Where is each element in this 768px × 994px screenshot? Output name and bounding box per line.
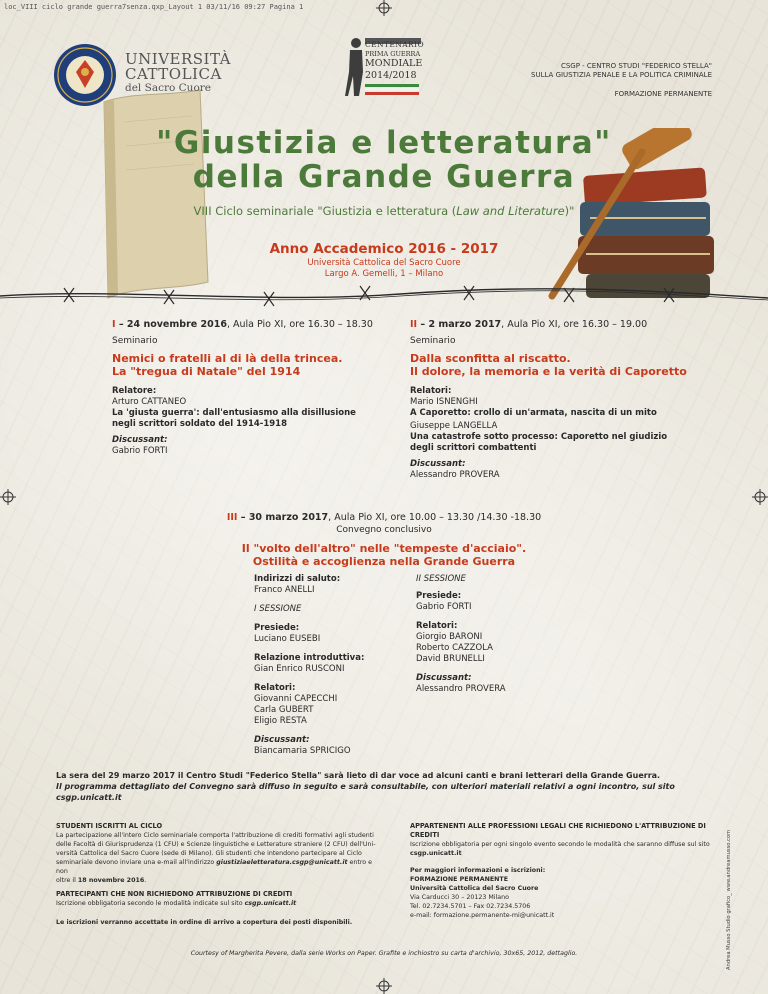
csgp-line3: FORMAZIONE PERMANENTE xyxy=(614,90,712,98)
centenario-line2: PRIMA GUERRA xyxy=(365,50,421,58)
session-3-title: Il "volto dell'altro" nelle "tempeste d'acciaio". Ostilità e accoglienza nella Grande Guerra xyxy=(241,542,527,568)
main-title xyxy=(140,126,628,194)
title-line1: "Giustizia e letteratura" xyxy=(156,125,612,161)
venue-name: Università Cattolica del Sacro Cuore xyxy=(307,258,461,268)
barbed-wire-divider xyxy=(0,284,768,308)
university-seal-icon xyxy=(52,42,118,108)
file-slug: loc_VIII ciclo grande guerra7senza.qxp_Layout 1 03/11/16 09:27 Pagina 1 xyxy=(4,3,304,11)
centenario-line4: 2014/2018 xyxy=(365,70,417,81)
session-3-header xyxy=(0,512,768,568)
session-3-type: Convegno conclusivo xyxy=(336,525,432,535)
registration-mark-icon xyxy=(376,978,392,994)
university-line3: del Sacro Cuore xyxy=(125,82,211,94)
evening-notice: La sera del 29 marzo 2017 il Centro Studi "Federico Stella" sarà lieto di dar voce ad alcuni canti e brani letterari della Grande Guerra. Il programma dettagliato del Convegno sarà diffuso in seguito e sarà consultabile, con ulteriori materiali relativi a ogni incontro, sul sito csgp.unicatt.it xyxy=(56,771,675,802)
session-1 xyxy=(112,318,376,457)
university-wordmark xyxy=(125,52,231,95)
session-2-date: II – 2 marzo 2017, Aula Pio XI, ore 16.30 – 19.00 xyxy=(410,319,648,330)
session-2 xyxy=(410,318,700,481)
students-info: STUDENTI ISCRITTI AL CICLO La partecipazione all'intero Ciclo seminariale comporta l'attribuzione di crediti formativi agli studenti delle Facoltà di Giurisprudenza (1 CFU) e Scienze linguistiche e Letterature straniere (2 CFU) dell'Uni- versità Cattolica del Sacro Cuore (sede di Milano). Gli studenti che intendono partecipare al Ciclo seminariale devono inviare una e-mail all'indirizzo giustiziaeletteratura.csgp@unicatt.it entro e non oltre il 18 novembre 2016. xyxy=(56,822,376,884)
courtesy-credit: Courtesy of Margherita Pevere, dalla serie Works on Paper. Grafite e inchiostro su carta d'archivio, 30x65, 2012, dettaglio. xyxy=(190,950,578,957)
session-2-title: Dalla sconfitta al riscatto. Il dolore, la memoria e la verità di Caporetto xyxy=(410,352,687,378)
session-1-date: I – 24 novembre 2016, Aula Pio XI, ore 16.30 – 18.30 xyxy=(112,319,373,330)
lawyers-info: APPARTENENTI ALLE PROFESSIONI LEGALI CHE RICHIEDONO L'ATTRIBUZIONE DI CREDITI Iscrizione obbligatoria per ogni singolo evento secondo le modalità che saranno diffuse sul sito csgp.unicatt.it xyxy=(410,822,710,857)
centenario-logo xyxy=(345,36,424,100)
session-1-speakers: Relatore: Arturo CATTANEO La 'giusta guerra': dall'entusiasmo alla disillusione negli scrittori soldato del 1914-1918 Discussant: Gabrio FORTI xyxy=(112,386,356,456)
venue-address: Largo A. Gemelli, 1 – Milano xyxy=(324,269,444,279)
title-line2: della Grande Guerra xyxy=(192,159,576,195)
session-3-right-column: II SESSIONE Presiede: Gabrio FORTI Relatori: Giorgio BARONI Roberto CAZZOLA David BRUNELLI Discussant: Alessandro PROVERA xyxy=(416,574,506,694)
subtitle: VIII Ciclo seminariale "Giustizia e letteratura (Law and Literature)" xyxy=(193,204,575,218)
academic-year: Anno Accademico 2016 - 2017 xyxy=(269,241,499,257)
session-3-left-column: Indirizzi di saluto: Franco ANELLI I SESSIONE Presiede: Luciano EUSEBI Relazione introduttiva: Gian Enrico RUSCONI Relatori: Giovanni CAPECCHI Carla GUBERT Eligio RESTA Discussant: Biancamaria SPRICIGO xyxy=(254,574,365,756)
session-1-type: Seminario xyxy=(112,336,158,346)
centenario-line3: MONDIALE xyxy=(365,58,423,69)
csgp-line2: SULLA GIUSTIZIA PENALE E LA POLITICA CRIMINALE xyxy=(531,71,712,79)
no-credit-info: PARTECIPANTI CHE NON RICHIEDONO ATTRIBUZIONE DI CREDITI Iscrizione obbligatoria secondo le modalità indicate sul sito csgp.unicatt.it xyxy=(56,890,297,907)
session-2-speakers: Relatori: Mario ISNENGHI A Caporetto: crollo di un'armata, nascita di un mito Giuseppe LANGELLA Una catastrofe sotto processo: Caporetto nel giudizio degli scrittori combattenti Discussant: Alessandro PROVERA xyxy=(410,386,668,480)
csgp-line1: CSGP - CENTRO STUDI "FEDERICO STELLA" xyxy=(560,62,712,70)
soldier-icon xyxy=(345,36,365,98)
contact-info: Per maggiori informazioni e iscrizioni: FORMAZIONE PERMANENTE Università Cattolica del Sacro Cuore Via Carducci 30 – 20123 Milano Tel. 02.7234.5701 – Fax 02.7234.5706 e-mail: formazione.permanente-mi@unicatt.it xyxy=(410,867,555,919)
session-2-type: Seminario xyxy=(410,336,456,346)
csgp-header xyxy=(531,62,712,99)
session-3-date: III – 30 marzo 2017, Aula Pio XI, ore 10.00 – 13.30 /14.30 -18.30 xyxy=(226,512,542,523)
acceptance-note: Le iscrizioni verranno accettate in ordine di arrivo a copertura dei posti disponibili. xyxy=(56,919,353,926)
university-line2: CATTOLICA xyxy=(125,65,222,83)
designer-credit: Andrea Musso Studio grafico_ www.andreamusso.com xyxy=(726,829,732,970)
university-line1: UNIVERSITÀ xyxy=(125,50,231,68)
session-1-title: Nemici o fratelli al di là della trincea. La "tregua di Natale" del 1914 xyxy=(112,352,343,378)
academic-year-block xyxy=(0,240,768,280)
registration-mark-icon xyxy=(0,489,16,505)
centenario-line1: CENTENARIO xyxy=(365,40,424,49)
registration-mark-icon xyxy=(752,489,768,505)
registration-mark-icon xyxy=(376,0,392,16)
